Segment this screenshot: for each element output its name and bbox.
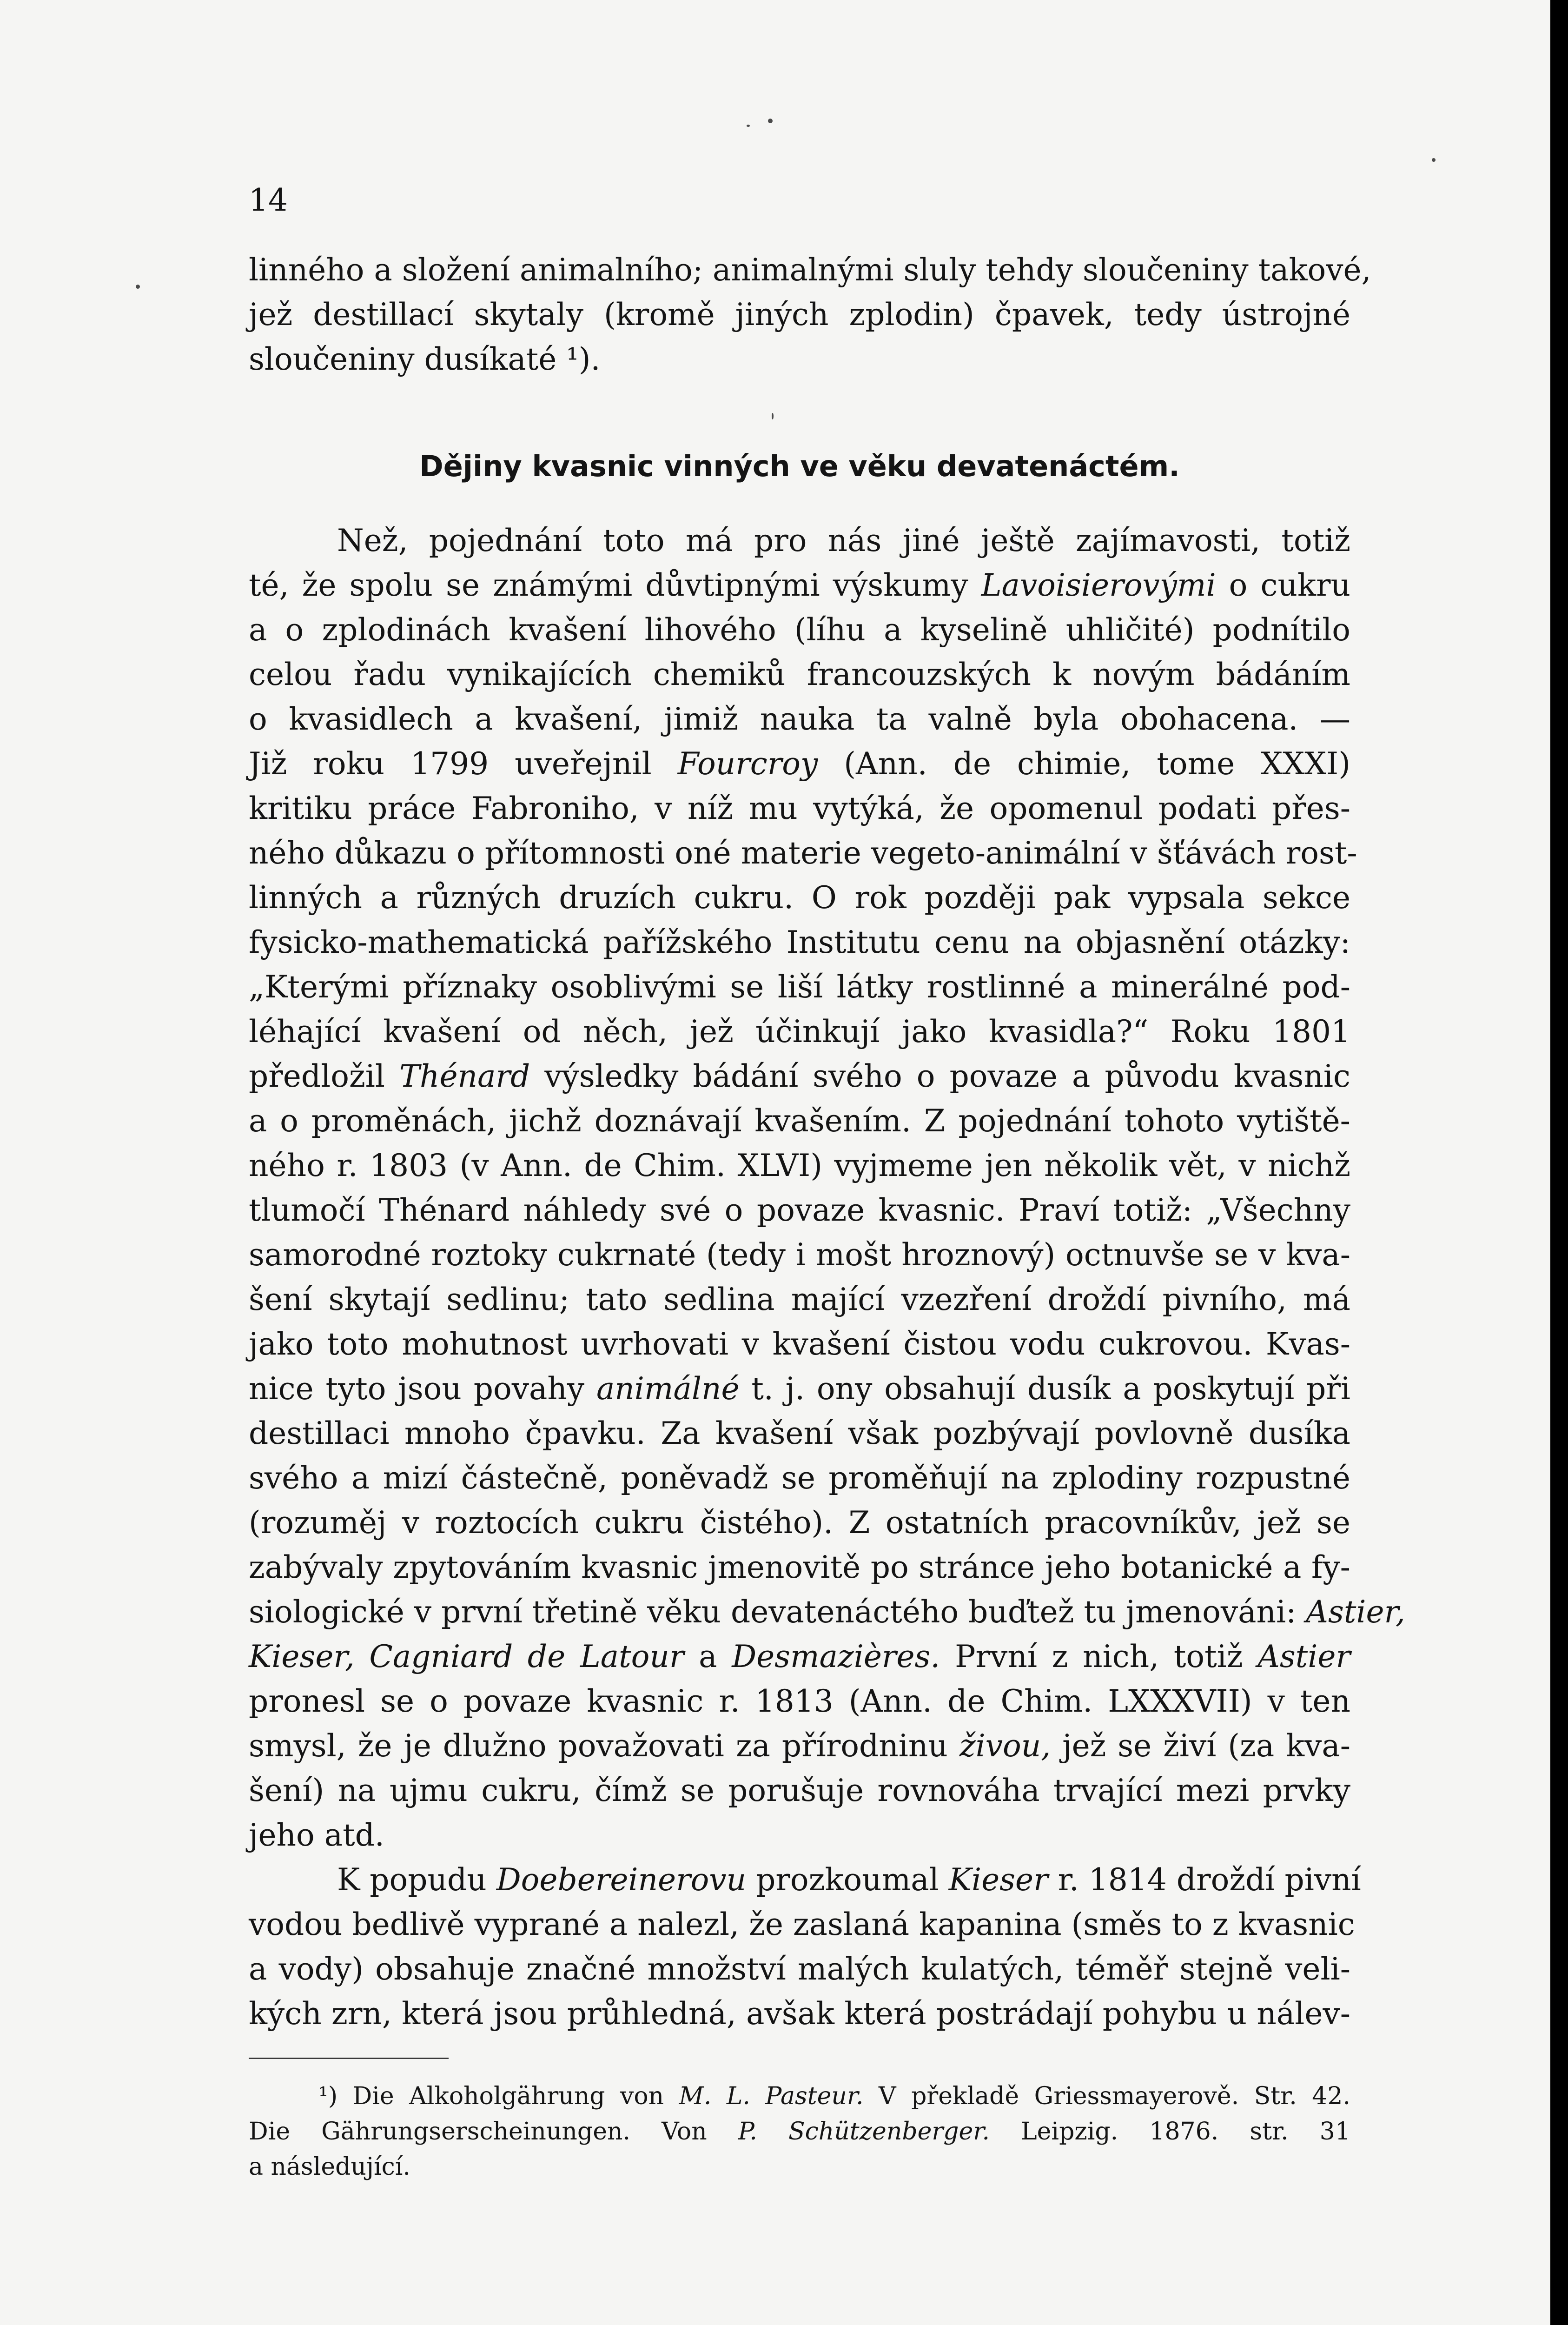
paragraph-line: nice tyto jsou povahy animálné t. j. ony obsahují dusík a poskytují při (249, 1371, 1350, 1407)
paragraph-line: a vody) obsahuje značné množství malých kulatých, téměř stejně veli- (249, 1951, 1350, 1987)
paragraph-line: siologické v první třetině věku devatenáctého buďtež tu jmenováni: Astier, (249, 1594, 1405, 1630)
page-number: 14 (249, 182, 288, 218)
footnote-line: ¹) Die Alkoholgährung von M. L. Pasteur. V překladě Griessmayerově. Str. 42. (318, 2082, 1350, 2110)
paragraph-line: ného r. 1803 (v Ann. de Chim. XLVI) vyjmeme jen několik vět, v nichž (249, 1148, 1350, 1183)
intro-line: sloučeniny dusíkaté ¹). (249, 341, 601, 377)
paragraph-line: Než, pojednání toto má pro nás jiné ještě zajímavosti, totiž (337, 523, 1350, 558)
footnote-rule (249, 2058, 449, 2059)
paragraph-line: předložil Thénard výsledky bádání svého o povaze a původu kvasnic (249, 1058, 1350, 1094)
scan-speck (747, 125, 750, 127)
paragraph-line: destillaci mnoho čpavku. Za kvašení však pozbývají povlovně dusíka (249, 1415, 1350, 1451)
text-column (249, 0, 1405, 2325)
paragraph-line: a o proměnách, jichž doznávají kvašením. Z pojednání tohoto vytiště- (249, 1103, 1350, 1139)
paragraph-line: vodou bedlivě vyprané a nalezl, že zaslaná kapanina (směs to z kvasnic (249, 1906, 1355, 1942)
paragraph-line: tlumočí Thénard náhledy své o povaze kvasnic. Praví totiž: „Všechny (249, 1192, 1350, 1228)
footnote-line: Die Gährungserscheinungen. Von P. Schützenberger. Leipzig. 1876. str. 31 (249, 2118, 1350, 2146)
paragraph-line: fysicko-mathematická pařížského Institutu cenu na objasnění otázky: (249, 924, 1350, 960)
intro-line: jež destillací skytaly (kromě jiných zplodin) čpavek, tedy ústrojné (249, 297, 1350, 332)
paragraph-line: pronesl se o povaze kvasnic r. 1813 (Ann. de Chim. LXXXVII) v ten (249, 1683, 1350, 1719)
paragraph-line: linných a různých druzích cukru. O rok později pak vypsala sekce (249, 880, 1350, 916)
intro-line: linného a složení animalního; animalnými sluly tehdy sloučeniny takové, (249, 252, 1371, 288)
paragraph-line: šení) na ujmu cukru, čímž se porušuje rovnováha trvající mezi prvky (249, 1773, 1350, 1808)
paragraph-line: smysl, že je dlužno považovati za přírodninu živou, jež se živí (za kva- (249, 1728, 1350, 1764)
paragraph-line: (rozuměj v roztocích cukru čistého). Z ostatních pracovníkův, jež se (249, 1505, 1350, 1541)
paragraph-line: Kieser, Cagniard de Latour a Desmazières. První z nich, totiž Astier (249, 1639, 1350, 1674)
paragraph-line: Již roku 1799 uveřejnil Fourcroy (Ann. de chimie, tome XXXI) (249, 746, 1351, 782)
paragraph-line: svého a mizí částečně, poněvadž se proměňují na zplodiny rozpustné (249, 1460, 1350, 1496)
paragraph-line: celou řadu vynikajících chemiků francouzských k novým bádáním (249, 657, 1350, 692)
paragraph-line: a o zplodinách kvašení lihového (líhu a kyselině uhličité) podnítilo (249, 612, 1350, 648)
scan-speck (1432, 158, 1436, 162)
paragraph-line: jako toto mohutnost uvrhovati v kvašení čistou vodu cukrovou. Kvas- (249, 1326, 1350, 1362)
paragraph-line: K popudu Doebereinerovu prozkoumal Kieser r. 1814 droždí pivní (337, 1862, 1361, 1898)
footnote-line: a následující. (249, 2153, 410, 2181)
paragraph-line: zabývaly zpytováním kvasnic jmenovitě po stránce jeho botanické a fy- (249, 1549, 1350, 1585)
paragraph-line: o kvasidlech a kvašení, jimiž nauka ta valně byla obohacena. — (249, 701, 1350, 737)
paragraph-line: „Kterými příznaky osoblivými se liší látky rostlinné a minerálné pod- (249, 969, 1350, 1005)
paragraph-line: ného důkazu o přítomnosti oné materie vegeto-animální v šťávách rost- (249, 835, 1357, 871)
scan-speck (772, 413, 774, 419)
paragraph-line: kritiku práce Fabroniho, v níž mu vytýká, že opomenul podati přes- (249, 790, 1350, 826)
scan-speck (768, 119, 773, 123)
paragraph-line: jeho atd. (249, 1817, 384, 1853)
paragraph-line: léhající kvašení od něch, jež účinkují jako kvasidla?“ Roku 1801 (249, 1014, 1350, 1050)
paragraph-line: té, že spolu se známými důvtipnými výskumy Lavoisierovými o cukru (249, 567, 1351, 603)
paragraph-line: kých zrn, která jsou průhledná, avšak která postrádají pohybu u nálev- (249, 1996, 1350, 2032)
paragraph-line: šení skytají sedlinu; tato sedlina mající vzezření droždí pivního, má (249, 1282, 1350, 1317)
scan-border (1550, 0, 1568, 2325)
section-heading: Dějiny kvasnic vinných ve věku devatenáctém. (419, 449, 1180, 483)
scan-speck (136, 285, 140, 289)
paragraph-line: samorodné roztoky cukrnaté (tedy i mošt hroznový) octnuvše se v kva- (249, 1237, 1350, 1273)
